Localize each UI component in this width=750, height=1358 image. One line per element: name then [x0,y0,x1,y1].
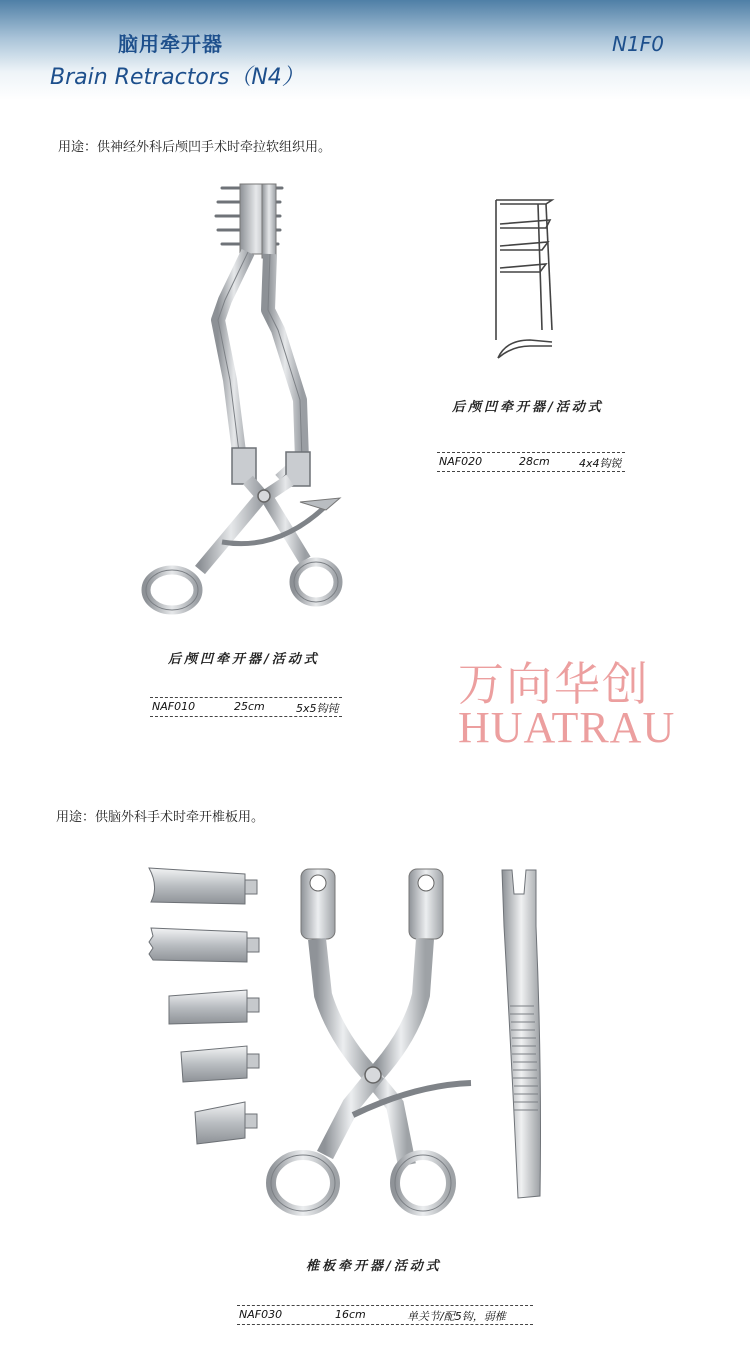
caption-naf010: 后颅凹牵开器/活动式 [168,652,320,667]
product-size: 25cm [234,700,265,713]
page-title-cn: 脑用牵开器 [118,32,223,56]
retractor-blades-image [145,862,275,1162]
product-spec: 单关节/配5钩，弱椎 [407,1310,506,1323]
usage-text-1: 用途：供神经外科后颅凹手术时牵拉软组织用。 [58,140,332,155]
spec-row-naf010 [150,697,342,717]
blade-holder-image [496,866,556,1206]
rake-blade-drawing [490,190,580,365]
product-size: 16cm [335,1308,366,1321]
product-code: NAF030 [239,1308,283,1321]
product-code: NAF010 [152,700,196,713]
laminar-retractor-image [265,865,485,1225]
caption-naf020: 后颅凹牵开器/活动式 [452,400,604,415]
page-code: N1F0 [612,32,664,56]
product-code: NAF020 [439,455,483,468]
watermark-en: HUATRAU [458,703,676,752]
posterior-fossa-retractor-image [130,180,360,630]
product-size: 28cm [519,455,550,468]
usage-text-2: 用途：供脑外科手术时牵开椎板用。 [56,810,265,825]
page-title-en: Brain Retractors（N4） [50,65,304,90]
spec-row-naf030 [237,1305,533,1325]
watermark-cn: 万向华创 [458,657,650,711]
spec-row-naf020 [437,452,625,472]
product-spec: 4x4钩锐 [579,457,622,470]
caption-naf030: 椎板牵开器/活动式 [306,1259,442,1274]
product-spec: 5x5钩钝 [296,702,339,715]
